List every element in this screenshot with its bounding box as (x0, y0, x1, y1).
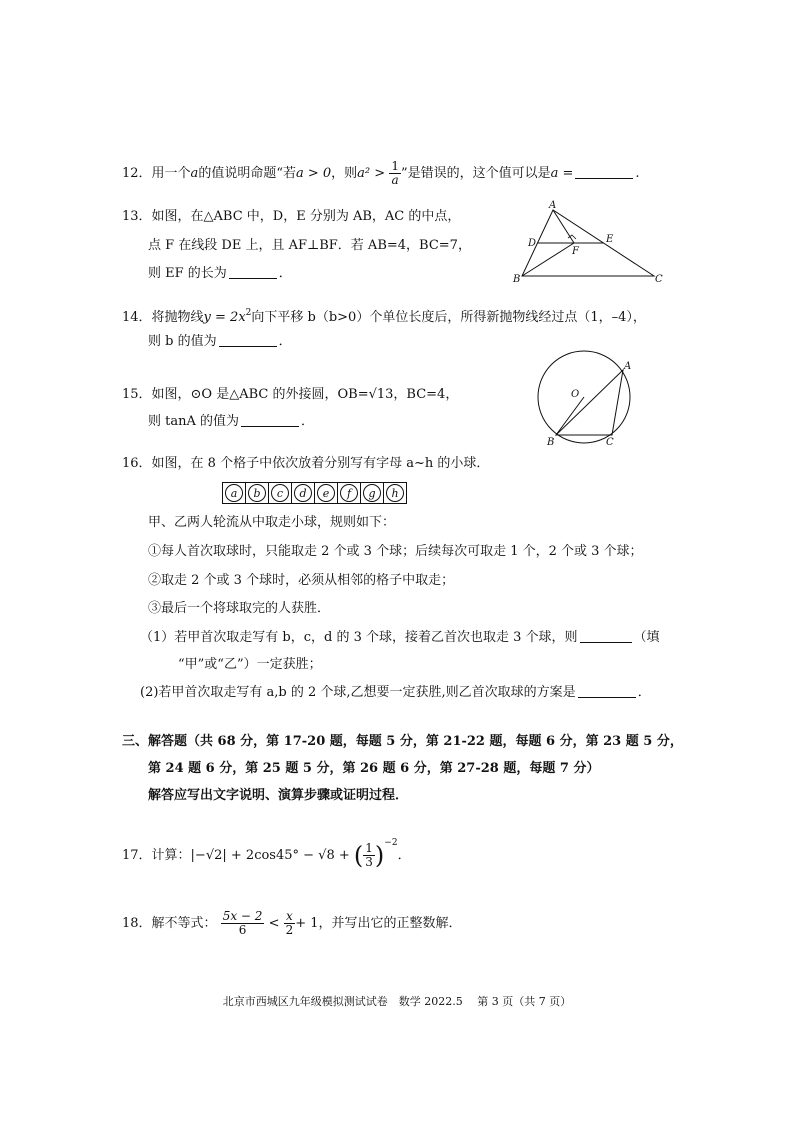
label-c: C (655, 274, 663, 285)
q18: 18．解不等式： $\frac{5x - 2}{6}$ < $\frac{x}{2}$ + 1，并写出它的正整数解． (122, 909, 462, 937)
label-b: B (513, 274, 521, 285)
ball: a (225, 484, 243, 502)
q15-line-1: 15．如图，⊙O 是△ABC 的外接圆，OB=√13，BC=4， (122, 387, 459, 402)
grid-cell (292, 483, 315, 503)
q12: 12．用一个a的值说明命题“若a > 0，则a² > $\frac{1}{a}$ ”是错误的，这个值可以是a = . (122, 159, 640, 187)
label-a: A (624, 361, 632, 372)
q17: 17．计算：|−√2| + 2cos45° − √8 + ( $\frac{1}{3}$ )$^{-2}$． (122, 838, 411, 870)
section-3-heading-cont: 第 24 题 6 分，第 25 题 5 分，第 26 题 6 分，第 27-28 题，每题 7 分） (148, 761, 600, 776)
q15-circle-figure (526, 350, 646, 450)
q13-answer-blank[interactable] (229, 265, 277, 279)
q15-answer-blank[interactable] (241, 413, 299, 427)
grid-cell (384, 483, 406, 503)
q16-line-2: 甲、乙两人轮流从中取走小球，规则如下： (148, 515, 396, 530)
grid-cell (246, 483, 269, 503)
page-footer: 北京市西城区九年级模拟测试试卷 数学 2022.5 第 3 页（共 7 页） (222, 995, 572, 1008)
section-3-instructions: 解答应写出文字说明、演算步骤或证明过程． (148, 788, 409, 803)
ball: h (386, 484, 404, 502)
ball-grid (222, 482, 407, 504)
label-f: F (572, 246, 579, 257)
q16-rule-1: ①每人首次取球时，只能取走 2 个或 3 个球；后续每次可取走 1 个，2 个或 3 个球； (148, 544, 643, 559)
ball: e (317, 484, 335, 502)
q18-fraction-left: $\frac{5x - 2}{6}$ (222, 909, 263, 937)
q16-rule-2: ②取走 2 个或 3 个球时，必须从相邻的格子中取走； (148, 573, 455, 588)
ball: d (294, 484, 312, 502)
q18-fraction-right: $\frac{x}{2}$ (285, 909, 294, 937)
q13-line-1: 13．如图，在△ABC 中，D，E 分别为 AB，AC 的中点， (122, 209, 461, 224)
label-o: O (571, 389, 580, 400)
section-3-heading: 三、解答题（共 68 分，第 17-20 题，每题 5 分，第 21-22 题，每题 6 分，第 23 题 5 分， (122, 734, 683, 749)
q16-sub-1: （1）若甲首次取走写有 b，c，d 的 3 个球，接着乙首次也取走 3 个球，则 （填 (140, 630, 660, 645)
q14-line-2: 则 b 的值为 ． (148, 334, 292, 349)
grid-cell (361, 483, 384, 503)
q16-sub-2: (2)若甲首次取走写有 a,b 的 2 个球,乙想要一定获胜,则乙首次取球的方案是 ． (140, 685, 651, 700)
q14-answer-blank[interactable] (219, 333, 277, 347)
grid-cell (338, 483, 361, 503)
label-e: E (606, 234, 614, 245)
ball: b (248, 484, 266, 502)
q13-line-2: 点 F 在线段 DE 上，且 AF⊥BF．若 AB=4，BC=7， (148, 238, 471, 253)
q16-line-1: 16．如图，在 8 个格子中依次放着分别写有字母 a~h 的小球． (122, 456, 490, 471)
q13-triangle-figure (510, 198, 670, 288)
q12-answer-blank[interactable] (575, 165, 633, 179)
ball: c (271, 484, 289, 502)
q17-fraction: $\frac{1}{3}$ (365, 841, 373, 869)
q14-line-1: 14．将抛物线$y = 2x^2$向下平移 b（b>0）个单位长度后，所得新抛物线经过点（1，–4）， (122, 308, 646, 325)
ball: g (363, 484, 381, 502)
triangle-abc (556, 370, 623, 435)
q13-line-3: 则 EF 的长为 ． (148, 266, 292, 281)
q15-line-2: 则 tanA 的值为 ． (148, 414, 315, 429)
grid-cell (269, 483, 292, 503)
label-d: D (528, 238, 537, 249)
segment-af (553, 210, 574, 243)
label-c: C (606, 437, 614, 448)
grid-cell (315, 483, 338, 503)
segment-ob (556, 397, 584, 435)
q12-fraction: $\frac{1}{a}$ (391, 159, 399, 187)
q16-rule-3: ③最后一个将球取完的人获胜． (148, 601, 331, 616)
grid-cell (223, 483, 246, 503)
q16-sub-1-cont: “甲”或“乙”）一定获胜； (178, 657, 322, 672)
label-b: B (547, 437, 555, 448)
q16-sub1-answer-blank[interactable] (580, 629, 632, 643)
q16-sub2-answer-blank[interactable] (578, 684, 636, 698)
ball: f (340, 484, 358, 502)
label-a: A (549, 200, 557, 211)
